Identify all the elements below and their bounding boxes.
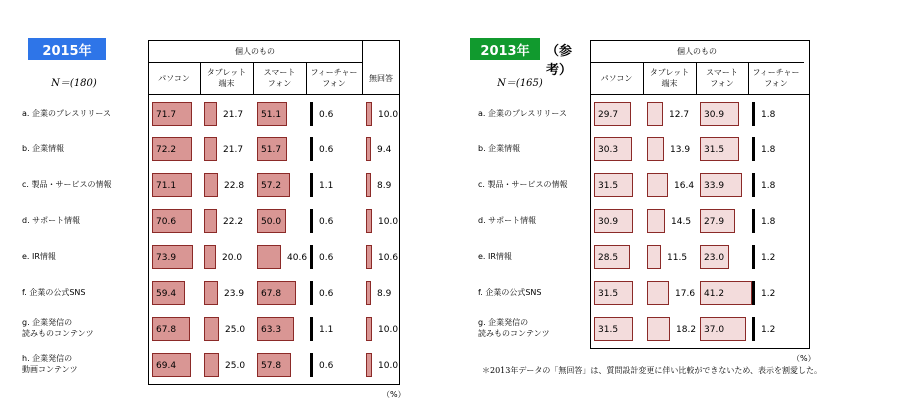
bar — [752, 317, 755, 341]
data-label: 31.5 — [598, 289, 619, 299]
bar — [310, 173, 313, 197]
bar — [204, 209, 217, 233]
data-label: 30.9 — [704, 110, 725, 120]
bar — [366, 317, 372, 341]
data-label: 16.4 — [674, 181, 695, 191]
data-label: 12.7 — [669, 110, 690, 120]
bar — [366, 281, 371, 305]
data-label: 1.2 — [761, 253, 776, 263]
data-label: 57.8 — [261, 361, 282, 371]
column-header: スマート フォン — [263, 68, 296, 88]
data-label: 0.6 — [319, 361, 334, 371]
data-label: 41.2 — [704, 289, 725, 299]
column-header: スマート フォン — [706, 68, 738, 88]
data-label: 71.7 — [156, 110, 177, 120]
data-label: 40.6 — [287, 253, 308, 263]
data-label: 23.0 — [704, 253, 725, 263]
bar — [257, 245, 281, 269]
bar — [647, 281, 669, 305]
bar — [310, 209, 313, 233]
bar — [366, 353, 372, 377]
data-label: 30.3 — [598, 145, 619, 155]
bar — [647, 317, 670, 341]
data-label: 29.7 — [598, 110, 619, 120]
row-label: e. IR情報 — [478, 251, 512, 261]
data-label: 1.2 — [761, 289, 776, 299]
data-label: 1.1 — [319, 325, 334, 335]
bar — [647, 209, 665, 233]
column-header: タブレット 端末 — [649, 68, 690, 88]
data-label: 21.7 — [223, 110, 244, 120]
data-label: 1.1 — [319, 181, 334, 191]
data-label: 30.9 — [598, 217, 619, 227]
bar — [204, 102, 217, 126]
data-label: 10.0 — [378, 361, 399, 371]
row-label: g. 企業発信の 読みものコンテンツ — [478, 318, 550, 338]
bar — [204, 245, 216, 269]
bar — [204, 317, 219, 341]
row-label: f. 企業の公式SNS — [22, 287, 86, 297]
data-label: 1.8 — [761, 181, 776, 191]
data-label: 17.6 — [675, 289, 696, 299]
row-label: h. 企業発信の 動画コンテンツ — [22, 354, 78, 374]
data-label: 67.8 — [156, 325, 177, 335]
data-label: 73.9 — [156, 253, 177, 263]
bar — [310, 102, 313, 126]
row-label: c. 製品・サービスの情報 — [478, 179, 568, 189]
row-label: b. 企業情報 — [22, 143, 65, 153]
data-label: 72.2 — [156, 145, 177, 155]
row-label: d. サポート情報 — [22, 215, 81, 225]
row-label: c. 製品・サービスの情報 — [22, 179, 112, 189]
data-label: 9.4 — [377, 145, 392, 155]
data-label: 63.3 — [261, 325, 282, 335]
data-label: 57.2 — [261, 181, 282, 191]
year-badge: 2015年 — [28, 38, 106, 60]
bar — [310, 137, 313, 161]
data-label: 10.0 — [378, 110, 399, 120]
row-label: f. 企業の公式SNS — [478, 287, 542, 297]
sample-size: N＝(165) — [497, 78, 543, 89]
data-label: 31.5 — [704, 145, 725, 155]
data-label: 0.6 — [319, 253, 334, 263]
data-label: 21.7 — [223, 145, 244, 155]
row-label: e. IR情報 — [22, 251, 56, 261]
data-label: 22.2 — [223, 217, 244, 227]
data-label: 0.6 — [319, 289, 334, 299]
bar — [647, 137, 664, 161]
data-label: 25.0 — [225, 361, 246, 371]
unit-label: （%） — [792, 354, 816, 363]
data-label: 33.9 — [704, 181, 725, 191]
reference-label: （参考） — [546, 44, 573, 78]
data-label: 67.8 — [261, 289, 282, 299]
bar — [366, 137, 371, 161]
bar — [310, 245, 313, 269]
bar — [752, 245, 755, 269]
row-label: b. 企業情報 — [478, 143, 521, 153]
data-label: 10.0 — [378, 217, 399, 227]
bar — [204, 353, 219, 377]
row-label: g. 企業発信の 読みものコンテンツ — [22, 318, 94, 338]
data-label: 20.0 — [222, 253, 243, 263]
header-line — [590, 94, 810, 95]
bar — [204, 281, 218, 305]
bar — [310, 317, 313, 341]
data-label: 27.9 — [704, 217, 725, 227]
group-header: 個人のもの — [677, 47, 717, 56]
bar — [647, 245, 661, 269]
sample-size: N＝(180) — [51, 78, 97, 89]
data-label: 10.6 — [378, 253, 399, 263]
data-label: 1.8 — [761, 145, 776, 155]
data-label: 1.8 — [761, 110, 776, 120]
bar — [204, 137, 217, 161]
column-header: 無回答 — [369, 74, 393, 83]
data-label: 31.5 — [598, 325, 619, 335]
bar — [366, 173, 371, 197]
column-header: パソコン — [600, 74, 633, 83]
column-header: フィーチャー フォン — [310, 68, 358, 88]
data-label: 8.9 — [377, 289, 392, 299]
data-label: 71.1 — [156, 181, 177, 191]
data-label: 0.6 — [319, 110, 334, 120]
data-label: 28.5 — [598, 253, 619, 263]
column-divider — [362, 40, 363, 95]
data-label: 18.2 — [676, 325, 697, 335]
row-label: d. サポート情報 — [478, 215, 537, 225]
bar — [752, 173, 755, 197]
data-label: 1.8 — [761, 217, 776, 227]
row-label: a. 企業のプレスリリース — [478, 108, 568, 118]
group-header-line — [590, 62, 804, 63]
bar — [366, 245, 372, 269]
bar — [752, 209, 755, 233]
data-label: 51.1 — [261, 110, 282, 120]
data-label: 70.6 — [156, 217, 177, 227]
data-label: 50.0 — [261, 217, 282, 227]
bar — [752, 102, 755, 126]
data-label: 59.4 — [156, 289, 177, 299]
bar — [647, 173, 668, 197]
data-label: 14.5 — [671, 217, 692, 227]
data-label: 23.9 — [224, 289, 245, 299]
bar — [310, 281, 313, 305]
data-label: 11.5 — [667, 253, 688, 263]
column-header: フィーチャー フォン — [752, 68, 800, 88]
bar — [752, 281, 755, 305]
data-label: 13.9 — [670, 145, 691, 155]
bar — [366, 209, 372, 233]
data-label: 37.0 — [704, 325, 725, 335]
data-label: 51.7 — [261, 145, 282, 155]
data-label: 0.6 — [319, 145, 334, 155]
bar — [752, 137, 755, 161]
bar — [310, 353, 313, 377]
data-label: 31.5 — [598, 181, 619, 191]
group-header: 個人のもの — [235, 47, 275, 56]
data-label: 10.0 — [378, 325, 399, 335]
data-label: 22.8 — [224, 181, 245, 191]
column-header: タブレット 端末 — [206, 68, 247, 88]
unit-label: （%） — [382, 390, 406, 399]
data-label: 25.0 — [225, 325, 246, 335]
group-header-line — [148, 62, 362, 63]
data-label: 69.4 — [156, 361, 177, 371]
footnote: ＊2013年データの「無回答」は、質問設計変更に伴い比較ができないため、表示を割愛した。 — [482, 366, 823, 375]
data-label: 0.6 — [319, 217, 334, 227]
year-badge: 2013年 — [470, 38, 540, 60]
bar — [647, 102, 663, 126]
column-header: パソコン — [158, 74, 190, 83]
row-label: a. 企業のプレスリリース — [22, 108, 112, 118]
data-label: 8.9 — [377, 181, 392, 191]
data-label: 1.2 — [761, 325, 776, 335]
bar — [204, 173, 218, 197]
bar — [366, 102, 372, 126]
